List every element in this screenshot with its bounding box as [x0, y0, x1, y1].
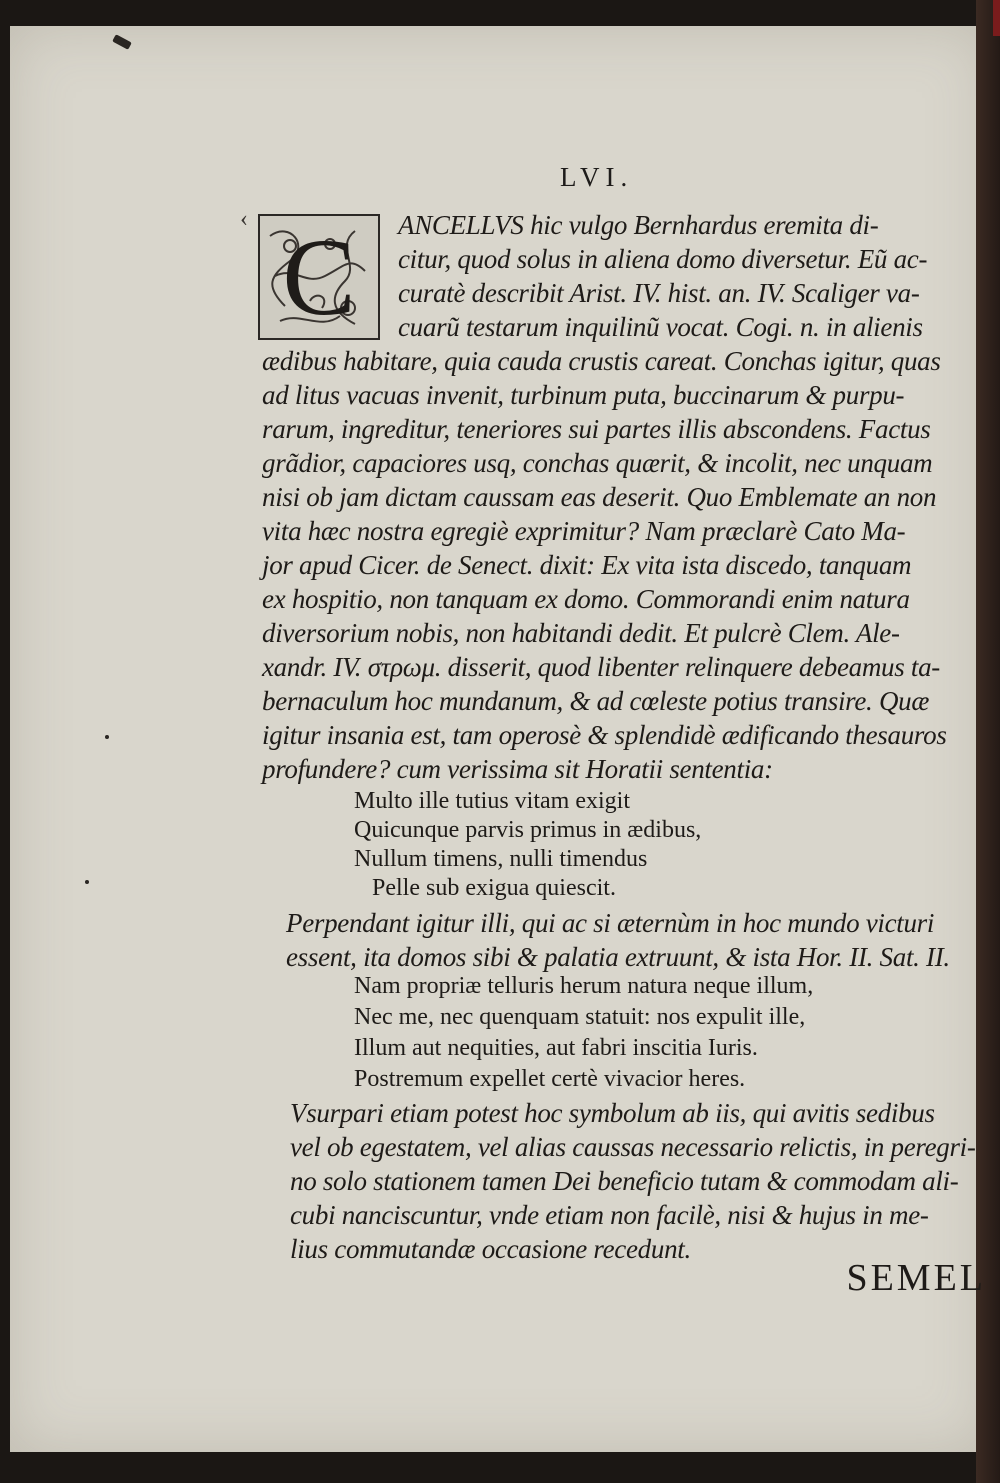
verse-line: Postremum expellet certè vivacior heres.	[354, 1066, 746, 1092]
text-line: cubi nanciscuntur, vnde etiam non facilè, nisi & hujus in me-	[290, 1200, 929, 1230]
text-line: lius commutandæ occasione recedunt.	[290, 1234, 691, 1264]
text-line: profundere? cum verissima sit Horatii sententia:	[262, 754, 773, 784]
text-line: citur, quod solus in aliena domo diversetur. Eũ ac-	[398, 244, 928, 274]
text-line: curatè describit Arist. IV. hist. an. IV. Scaliger va-	[398, 278, 920, 308]
text-line: essent, ita domos sibi & palatia extruunt, & ista Hor. II. Sat. II.	[286, 942, 950, 972]
text-line: nisi ob jam dictam caussam eas deserit. Quo Emblemate an non	[262, 482, 937, 512]
text-line: Vsurpari etiam potest hoc symbolum ab iis, qui avitis sedibus	[290, 1098, 935, 1128]
catchword: SEMEL	[846, 1257, 986, 1299]
text-line: grãdior, capaciores usq, conchas quærit, & incolit, nec unquam	[262, 448, 933, 478]
text-line: xandr. IV. στρωμ. disserit, quod libenter relinquere debeamus ta-	[262, 652, 940, 682]
text-line: igitur insania est, tam operosè & splendidè ædificando thesauros	[262, 720, 947, 750]
margin-mark: ‹	[240, 206, 248, 232]
verse-line: Illum aut nequities, aut fabri inscitia Iuris.	[354, 1035, 758, 1061]
ink-fleck	[105, 735, 109, 739]
text-line: ex hospitio, non tanquam ex domo. Commorandi enim natura	[262, 584, 910, 614]
text-line: Perpendant igitur illi, qui ac si æternùm in hoc mundo victuri	[286, 908, 935, 938]
binding-thread	[993, 0, 1000, 36]
ink-fleck	[85, 880, 89, 884]
verse-line: Pelle sub exigua quiescit.	[372, 875, 616, 901]
text-line: rarum, ingreditur, teneriores sui partes illis abscondens. Factus	[262, 414, 931, 444]
verse-line: Multo ille tutius vitam exigit	[354, 788, 630, 814]
text-line: ANCELLVS hic vulgo Bernhardus eremita di-	[398, 210, 879, 240]
text-line: bernaculum hoc mundanum, & ad cœleste potius transire. Quæ	[262, 686, 930, 716]
text-line: diversorium nobis, non habitandi dedit. Et pulcrè Clem. Ale-	[262, 618, 900, 648]
text-line: ædibus habitare, quia cauda crustis careat. Conchas igitur, quas	[262, 346, 941, 376]
verse-line: Nullum timens, nulli timendus	[354, 846, 648, 872]
text-line: jor apud Cicer. de Senect. dixit: Ex vita ista discedo, tanquam	[262, 550, 912, 580]
verse-line: Nam propriæ telluris herum natura neque illum,	[354, 973, 814, 999]
verse-line: Nec me, nec quenquam statuit: nos expulit ille,	[354, 1004, 806, 1030]
page-header: LVI.	[560, 162, 634, 192]
text-line: ad litus vacuas invenit, turbinum puta, buccinarum & purpu-	[262, 380, 905, 410]
text-line: cuarũ testarum inquilinũ vocat. Cogi. n. in alienis	[398, 312, 923, 342]
text-line: no solo stationem tamen Dei beneficio tutam & commodam ali-	[290, 1166, 959, 1196]
verse-line: Quicunque parvis primus in ædibus,	[354, 817, 702, 843]
drop-cap-letter: C	[282, 216, 356, 338]
text-line: vel ob egestatem, vel alias caussas necessario relictis, in peregri-	[290, 1132, 976, 1162]
drop-cap-initial	[258, 214, 380, 340]
text-line: vita hæc nostra egregiè exprimitur? Nam præclarè Cato Ma-	[262, 516, 906, 546]
